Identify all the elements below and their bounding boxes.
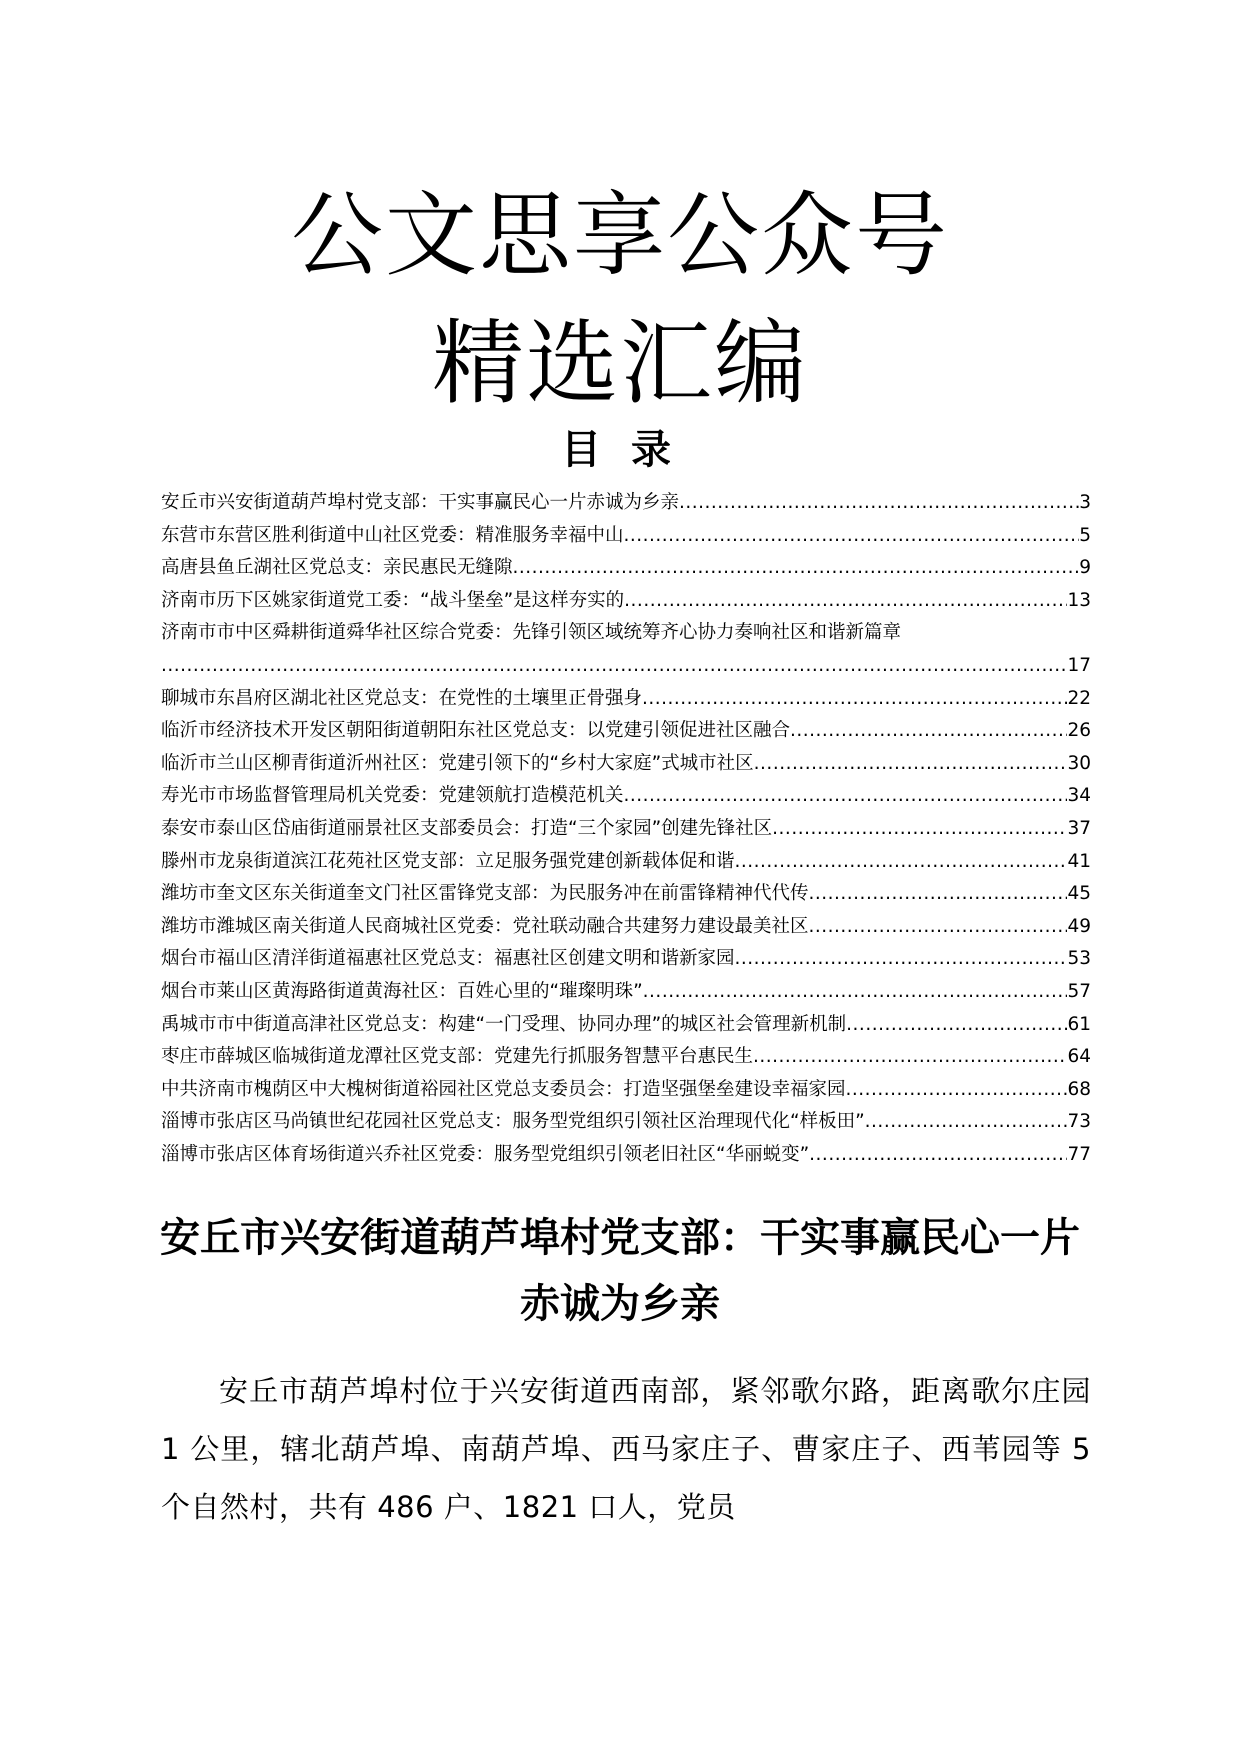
- toc-entry-title: 高唐县鱼丘湖社区党总支：亲民惠民无缝隙: [161, 557, 513, 579]
- toc-entry-title: 禹城市市中街道高津社区党总支：构建“一门受理、协同办理”的城区社会管理新机制: [161, 1013, 847, 1035]
- toc-entry-page: 53: [1067, 948, 1091, 970]
- toc-entry[interactable]: [161, 552, 1091, 585]
- toc-entry-title: 枣庄市薛城区临城街道龙潭社区党支部：党建先行抓服务智慧平台惠民生: [161, 1046, 754, 1068]
- toc-dot-leader: [846, 1009, 1067, 1042]
- toc-entry[interactable]: [161, 585, 1091, 618]
- toc-entry-page: 30: [1067, 752, 1091, 774]
- toc-entry-title: 淄博市张店区体育场街道兴乔社区党委：服务型党组织引领老旧社区“华丽蜕变”: [161, 1143, 810, 1165]
- toc-entry[interactable]: [161, 748, 1091, 781]
- toc-dot-leader: [643, 976, 1068, 1009]
- toc-entry-title: 烟台市莱山区黄海路街道黄海社区：百姓心里的“璀璨明珠”: [161, 980, 643, 1002]
- toc-dot-leader: [735, 943, 1068, 976]
- toc-entry-title: 潍坊市奎文区东关街道奎文门社区雷锋党支部：为民服务冲在前雷锋精神代代传: [161, 883, 809, 905]
- article-title: 安丘市兴安街道葫芦埠村党支部：干实事赢民心一片赤诚为乡亲: [160, 1215, 1080, 1327]
- toc-dot-leader: [161, 650, 1067, 683]
- toc-heading: 目 录: [561, 427, 679, 473]
- toc-entry-page: 22: [1067, 687, 1091, 709]
- toc-entry-title: 滕州市龙泉街道滨江花苑社区党支部：立足服务强党建创新载体促和谐: [161, 850, 735, 872]
- toc-entry-page: 61: [1067, 1013, 1091, 1035]
- toc-entry-title: 临沂市兰山区柳青街道沂州社区：党建引领下的“乡村大家庭”式城市社区: [161, 752, 754, 774]
- toc-entry[interactable]: [161, 1074, 1091, 1107]
- toc-dot-leader: [624, 585, 1067, 618]
- toc-dot-leader: [642, 683, 1067, 716]
- toc-entry[interactable]: [161, 617, 1091, 682]
- toc-dot-leader: [513, 552, 1080, 585]
- toc-entry-page: 17: [1067, 654, 1091, 676]
- toc-dot-leader: [754, 748, 1068, 781]
- toc-entry[interactable]: [161, 813, 1091, 846]
- toc-entry-page: 3: [1079, 492, 1091, 513]
- toc-entry-title: 中共济南市槐荫区中大槐树街道裕园社区党总支委员会：打造坚强堡垒建设幸福家园: [161, 1078, 846, 1100]
- toc-entry[interactable]: [161, 1106, 1091, 1139]
- toc-entry[interactable]: [161, 715, 1091, 748]
- toc-entry-page: 57: [1067, 980, 1091, 1002]
- toc-dot-leader: [624, 780, 1068, 813]
- toc-entry-title: 聊城市东昌府区湖北社区党总支：在党性的土壤里正骨强身: [161, 687, 643, 709]
- table-of-contents: [161, 487, 1091, 1171]
- toc-entry-page: 73: [1067, 1111, 1091, 1133]
- toc-entry-page: 5: [1079, 524, 1091, 546]
- toc-dot-leader: [809, 1139, 1067, 1172]
- toc-entry-page: 77: [1067, 1143, 1091, 1165]
- toc-entry-title: 济南市历下区姚家街道党工委：“战斗堡垒”是这样夯实的: [161, 589, 625, 611]
- toc-entry-title: 泰安市泰山区岱庙街道丽景社区支部委员会：打造“三个家园”创建先锋社区: [161, 817, 773, 839]
- toc-entry[interactable]: [161, 976, 1091, 1009]
- toc-entry[interactable]: [161, 1041, 1091, 1074]
- toc-dot-leader: [624, 520, 1080, 553]
- toc-entry[interactable]: [161, 1139, 1091, 1172]
- toc-entry-title: 潍坊市潍城区南关街道人民商城社区党委：党社联动融合共建努力建设最美社区: [161, 915, 809, 937]
- toc-dot-leader: [846, 1074, 1068, 1107]
- toc-entry[interactable]: [161, 878, 1091, 911]
- toc-entry-page: 45: [1067, 883, 1091, 905]
- toc-entry-page: 68: [1067, 1078, 1091, 1100]
- article-paragraph: 安丘市葫芦埠村位于兴安街道西南部，紧邻歌尔路，距离歌尔庄园 1 公里，辖北葫芦埠、南葫芦埠、西马家庄子、曹家庄子、西苇园等 5 个自然村，共有 486 户、1821 口人，党员: [161, 1374, 1091, 1524]
- toc-entry-page: 64: [1067, 1046, 1091, 1068]
- toc-dot-leader: [790, 715, 1067, 748]
- toc-entry-title: 临沂市经济技术开发区朝阳街道朝阳东社区党总支：以党建引领促进社区融合: [161, 720, 791, 742]
- toc-dot-leader: [735, 846, 1068, 879]
- toc-entry[interactable]: [161, 943, 1091, 976]
- toc-entry-title: 安丘市兴安街道葫芦埠村党支部：干实事赢民心一片赤诚为乡亲: [161, 492, 680, 513]
- toc-entry[interactable]: [161, 780, 1091, 813]
- toc-entry-page: 49: [1067, 915, 1091, 937]
- toc-entry-title: 寿光市市场监督管理局机关党委：党建领航打造模范机关: [161, 785, 624, 807]
- cover-title-line1: 公文思享公众号: [290, 182, 949, 289]
- toc-entry-page: 26: [1067, 720, 1091, 742]
- toc-dot-leader: [809, 911, 1068, 944]
- cover-title-line2: 精选汇编: [431, 310, 808, 417]
- toc-entry-title: 淄博市张店区马尚镇世纪花园社区党总支：服务型党组织引领社区治理现代化“样板田”: [161, 1111, 865, 1133]
- toc-entry-page: 41: [1067, 850, 1091, 872]
- toc-entry-page: 9: [1079, 557, 1091, 579]
- toc-dot-leader: [809, 878, 1068, 911]
- toc-entry-page: 37: [1067, 817, 1091, 839]
- toc-entry[interactable]: [161, 520, 1091, 553]
- toc-entry[interactable]: [161, 487, 1091, 520]
- toc-dot-leader: [865, 1106, 1068, 1139]
- toc-entry-page: 34: [1067, 785, 1091, 807]
- toc-dot-leader: [753, 1041, 1067, 1074]
- toc-entry[interactable]: [161, 1009, 1091, 1042]
- toc-entry[interactable]: [161, 683, 1091, 716]
- toc-entry-title: 东营市东营区胜利街道中山社区党委：精准服务幸福中山: [161, 524, 624, 546]
- toc-dot-leader: [679, 487, 1079, 520]
- toc-entry-title: 烟台市福山区清洋街道福惠社区党总支：福惠社区创建文明和谐新家园: [161, 948, 735, 970]
- toc-entry-title: 济南市市中区舜耕街道舜华社区综合党委：先锋引领区域统筹齐心协力奏响社区和谐新篇章: [161, 622, 902, 644]
- toc-entry[interactable]: [161, 911, 1091, 944]
- toc-entry[interactable]: [161, 846, 1091, 879]
- toc-entry-continuation: [161, 650, 1091, 683]
- toc-dot-leader: [772, 813, 1067, 846]
- toc-entry-page: 13: [1067, 589, 1091, 611]
